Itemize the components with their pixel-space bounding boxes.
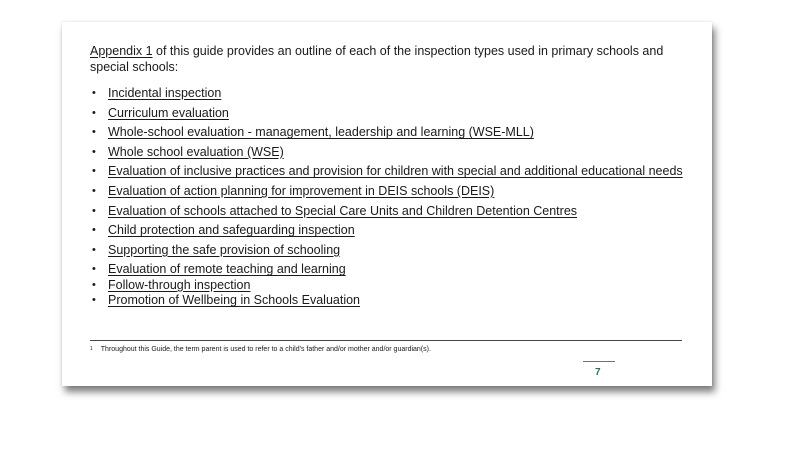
inspection-type-link[interactable]: Evaluation of remote teaching and learning	[108, 262, 346, 277]
inspection-types-list	[90, 86, 690, 313]
list-item	[90, 125, 690, 140]
bullet-icon: •	[92, 204, 96, 217]
document-page	[62, 22, 712, 386]
list-item	[90, 164, 690, 179]
list-item	[90, 145, 690, 160]
list-item	[90, 86, 690, 101]
footnote-divider	[90, 340, 682, 341]
page-number-rule	[583, 361, 615, 362]
bullet-icon: •	[92, 224, 96, 237]
bullet-icon: •	[92, 126, 96, 139]
inspection-type-link[interactable]: Curriculum evaluation	[108, 105, 229, 120]
bullet-icon: •	[92, 263, 96, 276]
bullet-icon: •	[92, 145, 96, 158]
footnote	[90, 345, 431, 354]
inspection-type-link[interactable]: Child protection and safeguarding inspection	[108, 223, 355, 238]
footnote-marker: 1	[90, 346, 93, 352]
inspection-type-link[interactable]: Supporting the safe provision of schooling	[108, 242, 341, 257]
inspection-type-link[interactable]: Whole school evaluation (WSE)	[108, 144, 284, 159]
inspection-type-link[interactable]: Incidental inspection	[108, 86, 222, 100]
page-number: 7	[595, 367, 601, 378]
inspection-type-link[interactable]: Evaluation of action planning for improvement in DEIS schools (DEIS)	[108, 183, 495, 198]
list-item	[90, 204, 690, 219]
bullet-icon: •	[92, 87, 96, 99]
inspection-type-link[interactable]: Evaluation of inclusive practices and provision for children with special and additional educational needs	[108, 164, 683, 179]
inspection-type-link[interactable]: Follow-through inspection	[108, 277, 251, 292]
bullet-icon: •	[92, 184, 96, 197]
list-item	[90, 223, 690, 238]
list-item	[90, 262, 690, 277]
list-item	[90, 278, 690, 293]
intro-paragraph	[90, 43, 690, 75]
list-item	[90, 243, 690, 258]
appendix-link[interactable]: Appendix 1	[90, 44, 153, 58]
list-item	[90, 184, 690, 199]
list-item	[90, 293, 690, 308]
intro-text: of this guide provides an outline of each of the inspection types used in primary schools and special schools:	[90, 44, 664, 74]
bullet-icon: •	[92, 294, 96, 307]
inspection-type-link[interactable]: Evaluation of schools attached to Special Care Units and Children Detention Centres	[108, 203, 578, 218]
inspection-type-link[interactable]: Promotion of Wellbeing in Schools Evaluation	[108, 293, 360, 308]
list-item	[90, 106, 690, 121]
bullet-icon: •	[92, 243, 96, 256]
footnote-text: Throughout this Guide, the term parent is used to refer to a child's father and/or mother and/or guardian(s).	[100, 346, 431, 353]
bullet-icon: •	[92, 106, 96, 119]
bullet-icon: •	[92, 278, 96, 291]
inspection-type-link[interactable]: Whole-school evaluation - management, leadership and learning (WSE-MLL)	[108, 125, 534, 140]
bullet-icon: •	[92, 165, 96, 178]
